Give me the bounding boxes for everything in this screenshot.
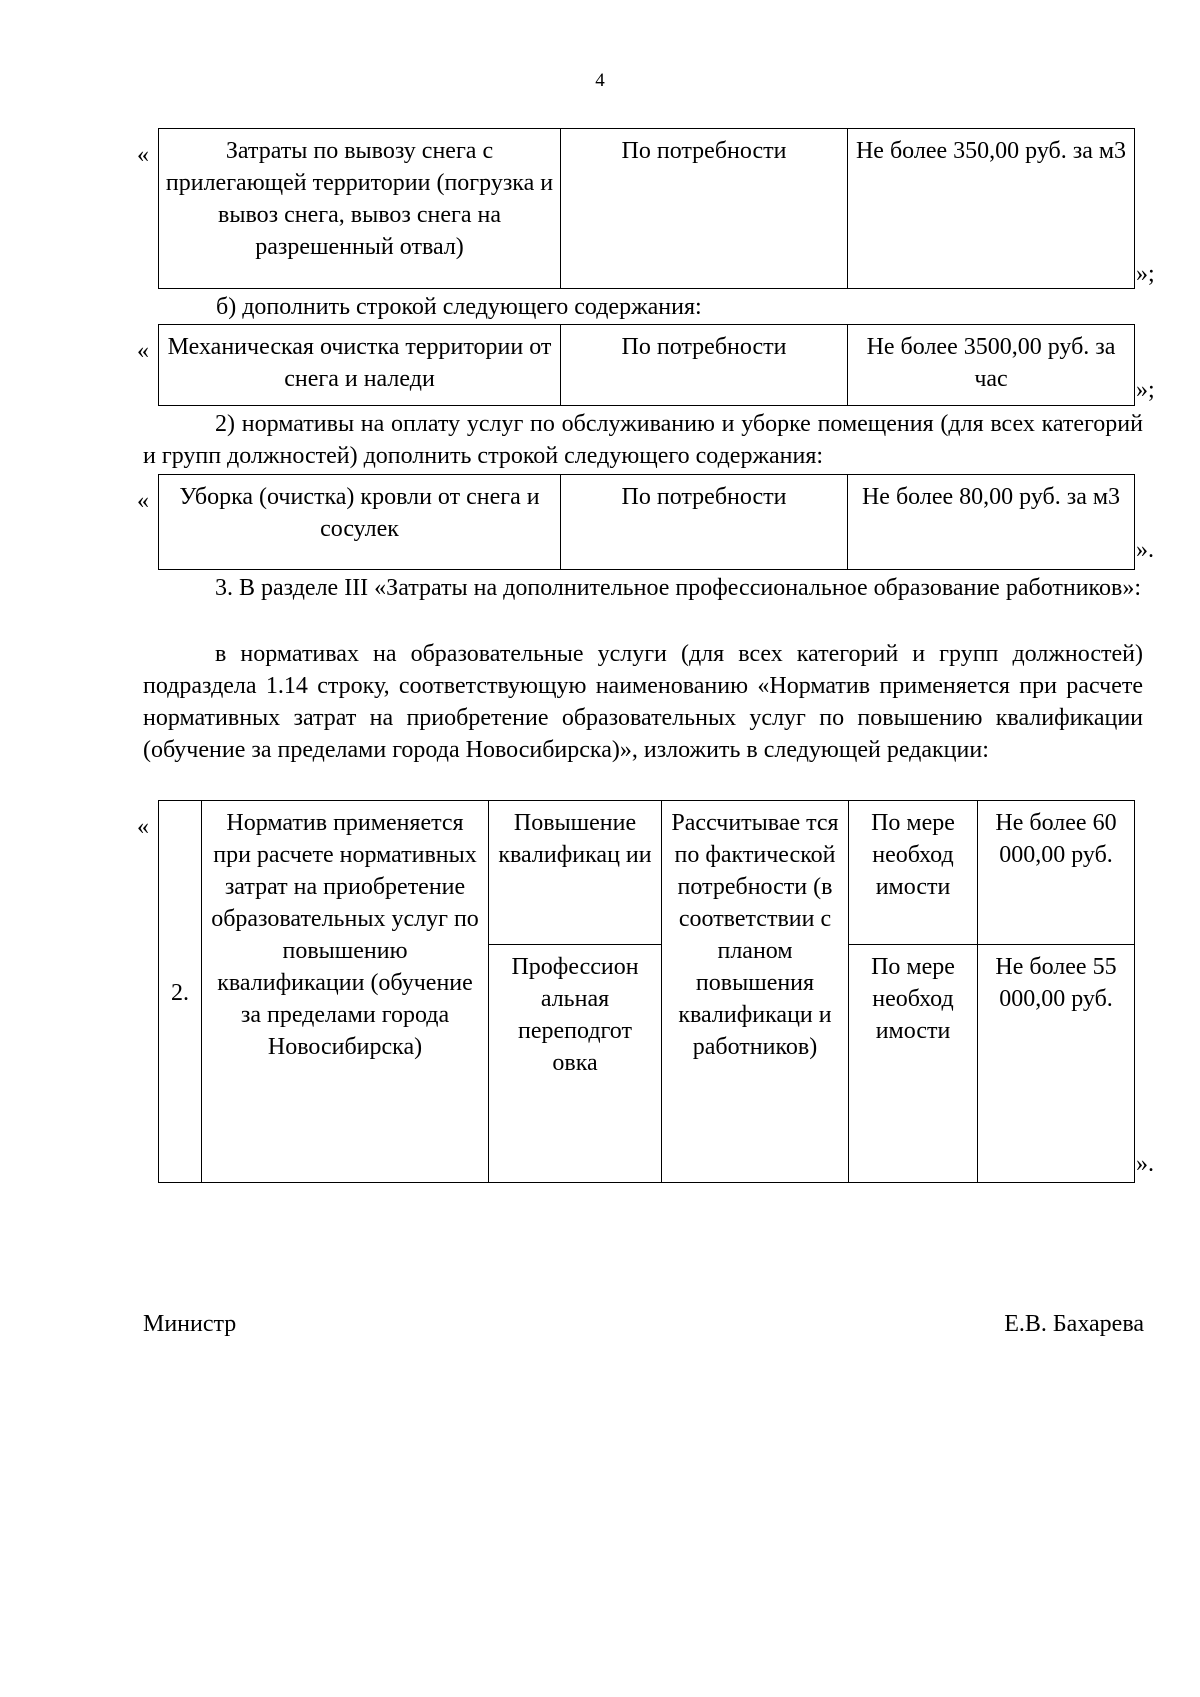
paragraph-4: в нормативах на образовательные услуги (для всех категорий и групп должностей) подраздела 1.14 строку, соответствующую наименованию «Норматив применяется при расчете нормативных затрат на приобретение образовательных услуг по повышению квалификации (обучение за пределами города Новосибирска)», изложить в следующей редакции: — [143, 641, 1143, 763]
table-3-name: Уборка (очистка) кровли от снега и сосулек — [159, 475, 561, 570]
table-2-price: Не более 3500,00 руб. за час — [848, 325, 1135, 406]
table-4-price-2: Не более 55 000,00 руб. — [978, 945, 1135, 1183]
quote-open-3: « — [137, 488, 149, 514]
signature-name: Е.В. Бахарева — [1004, 1311, 1144, 1337]
table-4-freq-2: По мере необход имости — [849, 945, 978, 1183]
table-4-name: Норматив применяется при расчете нормативных затрат на приобретение образовательных услуг по повышению квалификации (обучение за пределами города Новосибирска) — [202, 801, 489, 1183]
paragraph-b: б) дополнить строкой следующего содержания: — [216, 294, 702, 320]
paragraph-3: 3. В разделе III «Затраты на дополнительное профессиональное образование работников»: — [215, 575, 1141, 601]
table-1-frequency: По потребности — [561, 129, 848, 289]
table-3-frequency: По потребности — [561, 475, 848, 570]
table-1-name: Затраты по вывозу снега с прилегающей территории (погрузка и вывоз снега, вывоз снега на разрешенный отвал) — [159, 129, 561, 289]
table-4-freq-1: По мере необход имости — [849, 801, 978, 945]
quote-close-2: »; — [1136, 377, 1155, 403]
table-4-price-1: Не более 60 000,00 руб. — [978, 801, 1135, 945]
page-number: 4 — [595, 70, 605, 91]
quote-close-3: ». — [1136, 537, 1154, 563]
quote-close-4: ». — [1136, 1151, 1154, 1177]
table-4 — [158, 800, 1135, 1183]
table-2 — [158, 324, 1135, 406]
quote-open-4: « — [137, 814, 149, 840]
quote-close-1: »; — [1136, 261, 1155, 287]
table-4-service-2: Профессион альная переподгот овка — [489, 945, 662, 1183]
quote-open-1: « — [137, 142, 149, 168]
table-3-price: Не более 80,00 руб. за м3 — [848, 475, 1135, 570]
table-3 — [158, 474, 1135, 570]
paragraph-2: 2) нормативы на оплату услуг по обслуживанию и уборке помещения (для всех категорий и групп должностей) дополнить строкой следующего содержания: — [143, 411, 1143, 469]
table-4-calc: Рассчитывае тся по фактической потребности (в соответствии с планом повышения квалификаци и работников) — [662, 801, 849, 1183]
table-1 — [158, 128, 1135, 289]
quote-open-2: « — [137, 338, 149, 364]
table-2-frequency: По потребности — [561, 325, 848, 406]
signature-title: Министр — [143, 1311, 237, 1337]
table-4-service-1: Повышение квалификац ии — [489, 801, 662, 945]
table-4-number: 2. — [159, 801, 202, 1183]
table-1-price: Не более 350,00 руб. за м3 — [848, 129, 1135, 289]
table-2-name: Механическая очистка территории от снега и наледи — [159, 325, 561, 406]
